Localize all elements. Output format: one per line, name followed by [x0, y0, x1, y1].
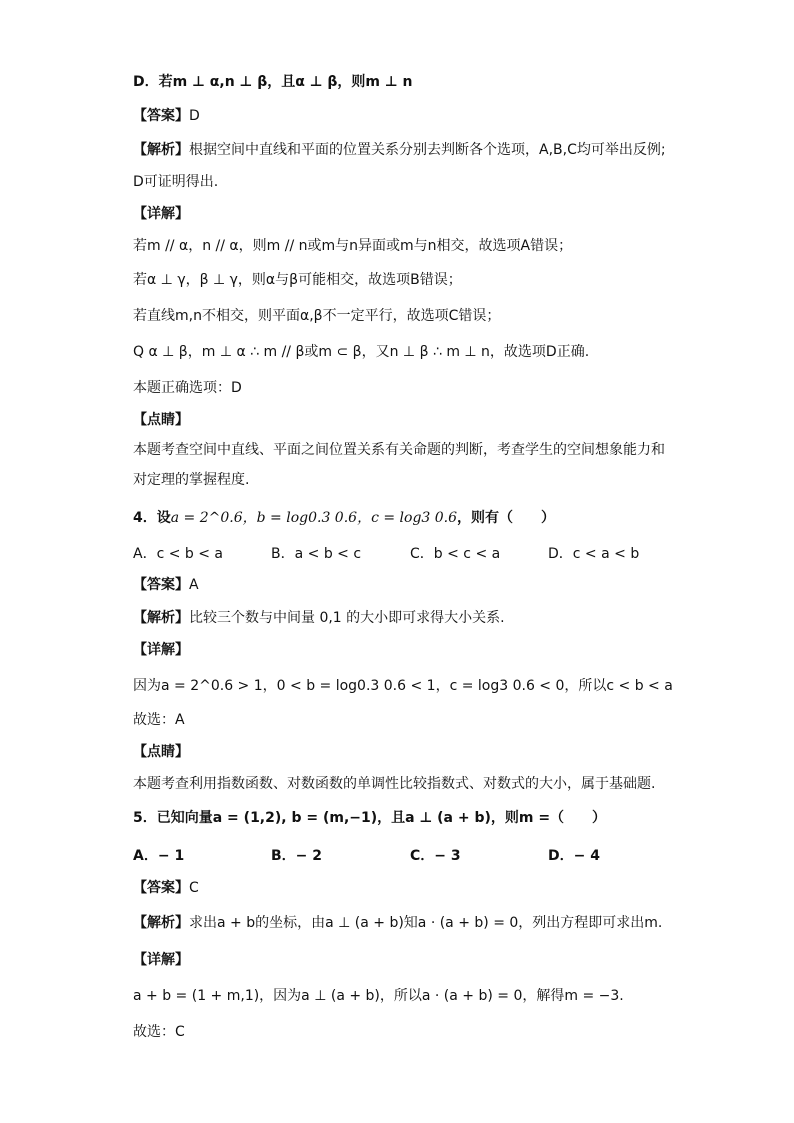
q5-option-d: D．− 4 — [548, 848, 600, 864]
q4-comment-tag: 【点睛】 — [133, 744, 189, 760]
answer-tag: 【答案】 — [133, 880, 189, 896]
q3-answer-line — [133, 106, 200, 126]
q4-stem — [133, 508, 555, 528]
analysis-tag: 【解析】 — [133, 915, 189, 931]
q5-option-b: B．− 2 — [271, 848, 323, 864]
q4-detail: 因为a = 2^0.6 > 1，0 < b = log0.3 0.6 < 1，c = log3 0.6 < 0，所以c < b < a — [133, 678, 673, 694]
q4-stem-prefix: 4．设 — [133, 510, 171, 526]
q4-analysis-line — [133, 608, 505, 628]
q3-comment-tag: 【点睛】 — [133, 412, 189, 428]
q4-option-c: C．b < c < a — [410, 546, 501, 562]
q4-answer-line — [133, 575, 199, 595]
answer-tag: 【答案】 — [133, 577, 189, 593]
q4-stem-math: a = 2^0.6，b = log0.3 0.6，c = log3 0.6 — [170, 510, 458, 526]
q5-stem: 5．已知向量a = (1,2), b = (m,−1)，且a ⊥ (a + b)，则m =（ ） — [133, 810, 607, 826]
q5-analysis-line — [133, 913, 662, 933]
analysis-text: 求出a + b的坐标，由a ⊥ (a + b)知a · (a + b) = 0，列出方程即可求出m. — [189, 915, 663, 931]
q5-option-c: C．− 3 — [410, 848, 461, 864]
q3-detail-2: 若α ⊥ γ，β ⊥ γ，则α与β可能相交，故选项B错误； — [133, 272, 462, 288]
q3-detail-1: 若m // α，n // α，则m // n或m与n异面或m与n相交，故选项A错误； — [133, 238, 573, 254]
q4-detail-tag: 【详解】 — [133, 642, 189, 658]
q5-detail-tag: 【详解】 — [133, 952, 189, 968]
answer-value: A — [189, 577, 199, 593]
answer-value: D — [189, 108, 200, 124]
answer-value: C — [189, 880, 199, 896]
q3-analysis-line-2: D可证明得出. — [133, 174, 219, 190]
q3-conclusion: 本题正确选项：D — [133, 380, 242, 396]
q3-detail-tag: 【详解】 — [133, 206, 189, 222]
analysis-tag: 【解析】 — [133, 610, 189, 626]
q3-comment-1: 本题考查空间中直线、平面之间位置关系有关命题的判断，考查学生的空间想象能力和 — [133, 442, 665, 458]
q4-option-b: B．a < b < c — [271, 546, 362, 562]
analysis-text: 比较三个数与中间量 0,1 的大小即可求得大小关系. — [189, 610, 505, 626]
q3-comment-2: 对定理的掌握程度. — [133, 472, 250, 488]
analysis-tag: 【解析】 — [133, 142, 189, 158]
q4-option-a: A．c < b < a — [133, 546, 224, 562]
q3-detail-4: Q α ⊥ β，m ⊥ α ∴ m // β或m ⊂ β，又n ⊥ β ∴ m ⊥ n，故选项D正确. — [133, 344, 590, 360]
q3-analysis-line-1 — [133, 140, 666, 160]
q3-option-d: D．若m ⊥ α,n ⊥ β，且α ⊥ β，则m ⊥ n — [133, 74, 413, 90]
q4-option-d: D．c < a < b — [548, 546, 640, 562]
q5-choice: 故选：C — [133, 1024, 185, 1040]
q5-option-a: A．− 1 — [133, 848, 185, 864]
q4-comment: 本题考查利用指数函数、对数函数的单调性比较指数式、对数式的大小，属于基础题. — [133, 776, 656, 792]
q3-detail-3: 若直线m,n不相交，则平面α,β不一定平行，故选项C错误； — [133, 308, 501, 324]
q5-detail: a + b = (1 + m,1)，因为a ⊥ (a + b)，所以a · (a + b) = 0，解得m = −3. — [133, 988, 624, 1004]
q4-stem-suffix: ，则有（ ） — [457, 510, 556, 526]
analysis-text: 根据空间中直线和平面的位置关系分别去判断各个选项，A,B,C均可举出反例; — [189, 142, 666, 158]
answer-tag: 【答案】 — [133, 108, 189, 124]
q5-answer-line — [133, 878, 199, 898]
q4-choice: 故选：A — [133, 712, 185, 728]
